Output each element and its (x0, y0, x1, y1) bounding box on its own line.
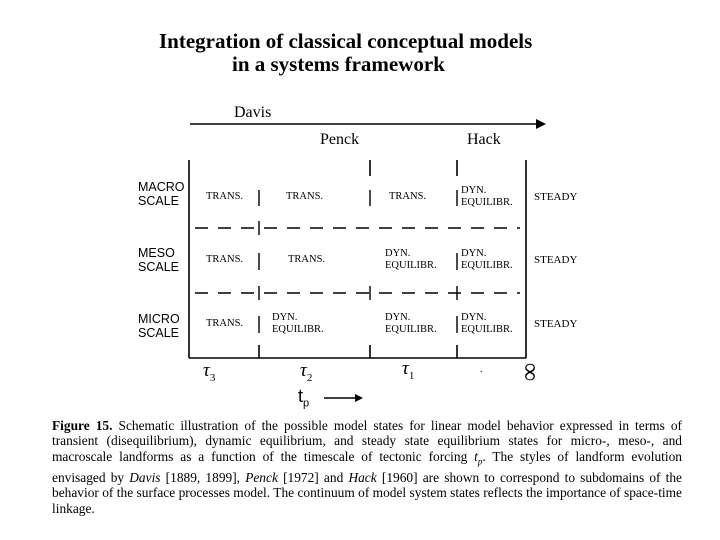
tau-symbol: τ (402, 358, 409, 379)
cell-macro-2 (286, 191, 323, 203)
tp-axis-label (298, 386, 309, 410)
title-line-2: in a systems framework (232, 52, 445, 76)
cell-line: DYN. (385, 248, 411, 259)
penck-label: Penck (320, 131, 360, 148)
tau-subscript: 1 (408, 369, 415, 382)
cell-line: TRANS. (288, 254, 326, 265)
caption-penck: Penck (245, 469, 278, 485)
tp-main: t (298, 386, 304, 406)
cell-line: DYN. (461, 248, 487, 259)
tau-subscript: 3 (209, 371, 216, 384)
infinity-symbol: ∞ (516, 362, 546, 382)
steady-micro: STEADY (534, 318, 578, 330)
cell-line: EQUILIBR. (385, 260, 437, 271)
hack-label: Hack (467, 131, 501, 148)
cell-line: EQUILIBR. (272, 324, 324, 335)
cell-meso-4 (461, 248, 513, 272)
cell-line: EQUILIBR. (461, 260, 513, 271)
row-label-micro (138, 312, 180, 340)
tp-arrow-head (355, 394, 363, 402)
caption-text: [1960] are shown to correspond to subdomains of the behavior of the surface processes model. The continuum of model system states reflects the importance of space-time linkage. (52, 469, 682, 516)
row-label-line: MESO (138, 246, 175, 260)
caption-tp: t (474, 448, 478, 464)
cell-line: EQUILIBR. (461, 197, 513, 208)
figure-caption (52, 418, 682, 516)
caption-text: Schematic illustration of the possible model states for linear model behavior expressed in terms of transient (disequilibrium), dynamic equilibrium, and steady state equilibrium states for micro-, meso-, and macroscale landforms as a function of the timescale of tectonic forcing (52, 418, 682, 464)
row-label-line: SCALE (138, 260, 179, 274)
cell-micro-3 (385, 312, 437, 336)
cell-line: TRANS. (206, 191, 244, 202)
caption-hack: Hack (348, 469, 377, 485)
cell-micro-4 (461, 312, 513, 336)
tp-subscript: p (303, 397, 310, 410)
axis-dot: . (480, 364, 483, 375)
cell-meso-2 (288, 254, 325, 266)
cell-line: TRANS. (206, 254, 244, 265)
figure-label: Figure 15. (52, 418, 113, 433)
cell-meso-3 (385, 248, 437, 272)
cell-macro-4 (461, 185, 513, 209)
row-label-macro (138, 180, 185, 208)
cell-micro-2 (272, 312, 324, 336)
davis-label: Davis (234, 104, 272, 121)
cell-line: EQUILIBR. (385, 324, 437, 335)
caption-text: . The styles of landform evolution envisaged by (52, 448, 682, 485)
tau-1-label (402, 358, 414, 382)
row-label-line: MICRO (138, 312, 180, 326)
cell-line: TRANS. (286, 191, 324, 202)
caption-text: [1889, 1899], (160, 469, 246, 485)
cell-line: DYN. (272, 312, 298, 323)
tau-symbol: τ (300, 360, 307, 381)
cell-macro-1 (206, 191, 243, 203)
cell-line: DYN. (385, 312, 411, 323)
row-label-line: SCALE (138, 326, 179, 340)
caption-text: [1972] and (277, 469, 349, 485)
cell-line: DYN. (461, 312, 487, 323)
cell-line: DYN. (461, 185, 487, 196)
caption-tp-subscript: p (477, 456, 483, 467)
tau-symbol: τ (203, 360, 210, 381)
caption-davis: Davis (129, 469, 161, 485)
row-label-line: SCALE (138, 194, 179, 208)
cell-line: EQUILIBR. (461, 324, 513, 335)
cell-macro-3 (389, 191, 426, 203)
title-line-1: Integration of classical conceptual models (159, 29, 533, 53)
cell-line: TRANS. (389, 191, 427, 202)
cell-micro-1 (206, 318, 243, 330)
tau-2-label (300, 360, 312, 384)
tau-3-label (203, 360, 215, 384)
steady-macro: STEADY (534, 191, 578, 203)
cell-line: TRANS. (206, 318, 244, 329)
row-label-meso (138, 246, 179, 274)
tau-subscript: 2 (306, 371, 313, 384)
steady-meso: STEADY (534, 254, 578, 266)
row-label-line: MACRO (138, 180, 185, 194)
cell-meso-1 (206, 254, 243, 266)
davis-arrow-head (536, 119, 546, 129)
